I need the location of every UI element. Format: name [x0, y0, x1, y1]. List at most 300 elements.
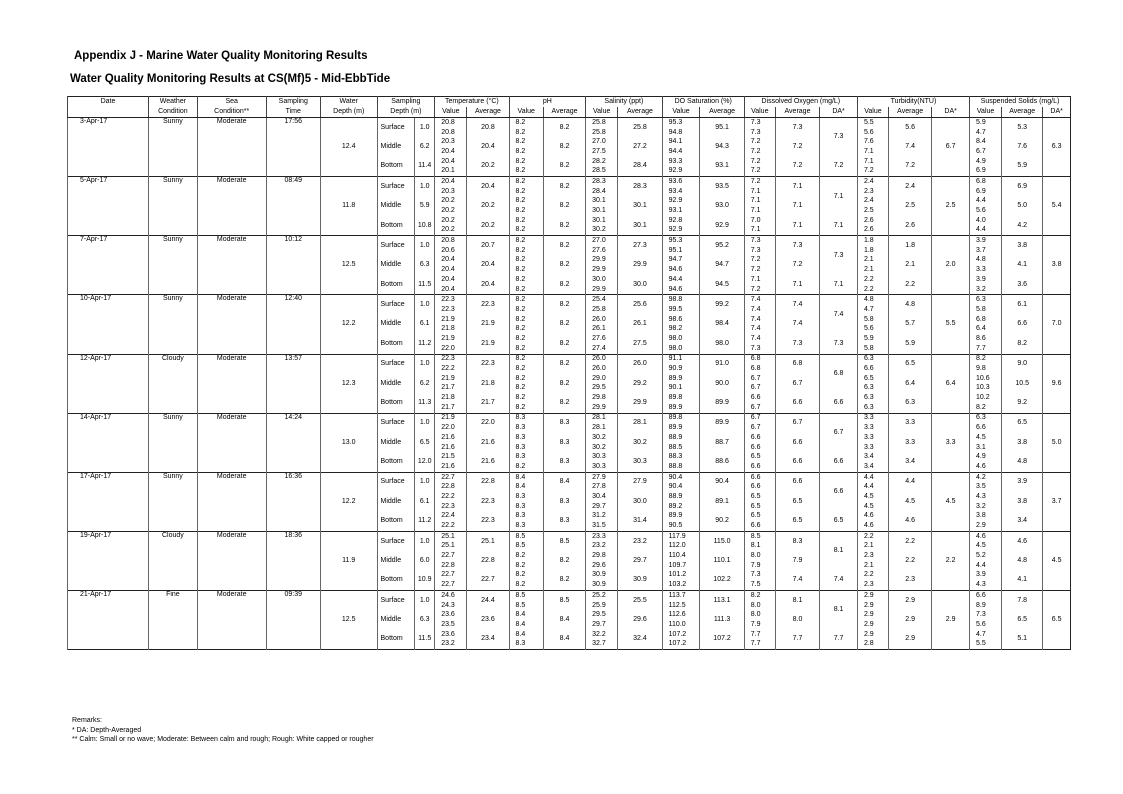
sampling-depth-cell: 6.2 — [415, 137, 435, 156]
sampling-depth-cell: 10.9 — [415, 571, 435, 591]
dissolved-oxygen-average-cell: 7.4 — [775, 295, 819, 315]
do-da-cell: 6.7 — [820, 413, 858, 452]
turbidity-average-cell: 4.8 — [889, 295, 932, 315]
ph-value-cell: 8.2 — [509, 206, 543, 216]
salinity-value-cell: 30.1 — [586, 206, 618, 216]
suspended-solids-value-cell: 3.9 — [970, 275, 1002, 285]
salinity-value-cell: 30.1 — [586, 197, 618, 207]
ph-value-cell: 8.4 — [509, 610, 543, 620]
temperature-value-cell: 20.4 — [435, 147, 467, 157]
dissolved-oxygen-value-cell: 7.2 — [744, 177, 775, 187]
date-cell: 21-Apr-17 — [68, 591, 149, 650]
sampling-depth-cell: 1.0 — [415, 236, 435, 256]
suspended-solids-value-cell: 6.4 — [970, 324, 1002, 334]
suspended-solids-average-cell: 3.6 — [1002, 275, 1043, 295]
sampling-level-cell: Surface — [377, 531, 415, 551]
sampling-depth-cell: 5.9 — [415, 197, 435, 216]
dissolved-oxygen-average-cell: 7.9 — [775, 551, 819, 570]
suspended-solids-average-cell: 9.0 — [1002, 354, 1043, 374]
do-saturation-average-cell: 107.2 — [700, 630, 744, 650]
do-saturation-value-cell: 98.0 — [662, 344, 700, 354]
salinity-value-cell: 29.0 — [586, 374, 618, 384]
turbidity-value-cell: 5.8 — [857, 315, 888, 325]
sea-condition-cell: Moderate — [197, 354, 266, 413]
dissolved-oxygen-average-cell: 7.1 — [775, 275, 819, 295]
do-saturation-value-cell: 88.3 — [662, 452, 700, 462]
dissolved-oxygen-average-cell: 6.6 — [775, 472, 819, 492]
temperature-value-cell: 20.2 — [435, 216, 467, 226]
temperature-value-cell: 22.2 — [435, 364, 467, 374]
temperature-value-cell: 21.8 — [435, 393, 467, 403]
sampling-level-cell: Bottom — [377, 334, 415, 354]
sub-do-value: Value — [744, 107, 775, 118]
turbidity-value-cell: 2.2 — [857, 275, 888, 285]
salinity-value-cell: 28.1 — [586, 413, 618, 423]
sampling-depth-cell: 1.0 — [415, 295, 435, 315]
do-saturation-average-cell: 90.4 — [700, 472, 744, 492]
suspended-solids-value-cell: 8.4 — [970, 137, 1002, 147]
dissolved-oxygen-average-cell: 6.7 — [775, 413, 819, 433]
salinity-average-cell: 30.3 — [618, 452, 662, 472]
dissolved-oxygen-value-cell: 7.1 — [744, 206, 775, 216]
sampling-level-cell: Middle — [377, 610, 415, 629]
temperature-value-cell: 22.8 — [435, 482, 467, 492]
turbidity-average-cell: 2.6 — [889, 216, 932, 236]
do-saturation-value-cell: 89.9 — [662, 374, 700, 384]
do-saturation-average-cell: 93.5 — [700, 177, 744, 197]
do-saturation-value-cell: 89.9 — [662, 512, 700, 522]
ph-value-cell: 8.3 — [509, 512, 543, 522]
remarks-title: Remarks: — [72, 717, 102, 724]
temperature-value-cell: 22.8 — [435, 561, 467, 571]
salinity-average-cell: 27.2 — [618, 137, 662, 156]
do-saturation-value-cell: 88.9 — [662, 492, 700, 502]
salinity-value-cell: 27.4 — [586, 344, 618, 354]
dissolved-oxygen-value-cell: 7.9 — [744, 620, 775, 630]
salinity-value-cell: 30.2 — [586, 226, 618, 236]
dissolved-oxygen-value-cell: 7.7 — [744, 630, 775, 640]
turbidity-da-cell: 2.9 — [932, 591, 970, 650]
do-da-cell: 7.3 — [820, 236, 858, 275]
turbidity-value-cell: 4.6 — [857, 521, 888, 531]
sea-condition-cell: Moderate — [197, 177, 266, 236]
dissolved-oxygen-value-cell: 7.3 — [744, 571, 775, 581]
water-depth-cell: 12.3 — [320, 354, 377, 413]
turbidity-value-cell: 2.1 — [857, 265, 888, 275]
suspended-solids-value-cell: 4.4 — [970, 561, 1002, 571]
sampling-time-cell: 13:57 — [266, 354, 320, 413]
suspended-solids-value-cell: 3.2 — [970, 502, 1002, 512]
do-saturation-average-cell: 95.1 — [700, 118, 744, 138]
suspended-solids-value-cell: 4.3 — [970, 580, 1002, 590]
ph-value-cell: 8.2 — [509, 324, 543, 334]
dissolved-oxygen-value-cell: 8.1 — [744, 542, 775, 552]
dissolved-oxygen-value-cell: 6.6 — [744, 433, 775, 443]
dissolved-oxygen-value-cell: 8.2 — [744, 591, 775, 601]
ph-average-cell: 8.3 — [543, 452, 585, 472]
turbidity-value-cell: 2.2 — [857, 531, 888, 541]
weather-cell: Sunny — [148, 413, 197, 472]
salinity-value-cell: 28.2 — [586, 157, 618, 167]
water-depth-cell: 13.0 — [320, 413, 377, 472]
dissolved-oxygen-value-cell: 7.5 — [744, 580, 775, 590]
suspended-solids-value-cell: 3.5 — [970, 482, 1002, 492]
temperature-average-cell: 25.1 — [467, 531, 509, 551]
turbidity-average-cell: 2.9 — [889, 610, 932, 629]
suspended-solids-average-cell: 5.9 — [1002, 157, 1043, 177]
do-saturation-value-cell: 90.1 — [662, 384, 700, 394]
ph-value-cell: 8.2 — [509, 147, 543, 157]
ph-value-cell: 8.2 — [509, 344, 543, 354]
temperature-average-cell: 22.3 — [467, 512, 509, 532]
salinity-average-cell: 30.0 — [618, 275, 662, 295]
salinity-average-cell: 29.7 — [618, 551, 662, 570]
dissolved-oxygen-value-cell: 7.1 — [744, 197, 775, 207]
sampling-level-cell: Middle — [377, 197, 415, 216]
salinity-value-cell: 27.6 — [586, 334, 618, 344]
temperature-value-cell: 22.0 — [435, 423, 467, 433]
dissolved-oxygen-average-cell: 7.3 — [775, 236, 819, 256]
do-bottom-da-cell: 6.6 — [820, 393, 858, 413]
temperature-average-cell: 21.9 — [467, 315, 509, 334]
sampling-depth-cell: 6.5 — [415, 433, 435, 452]
temperature-value-cell: 20.1 — [435, 166, 467, 176]
suspended-solids-average-cell: 3.8 — [1002, 236, 1043, 256]
suspended-solids-value-cell: 7.3 — [970, 610, 1002, 620]
temperature-value-cell: 20.4 — [435, 285, 467, 295]
sampling-depth-cell: 6.2 — [415, 374, 435, 393]
date-cell: 3-Apr-17 — [68, 118, 149, 177]
temperature-value-cell: 21.6 — [435, 443, 467, 453]
salinity-value-cell: 29.8 — [586, 551, 618, 561]
ph-value-cell: 8.3 — [509, 423, 543, 433]
turbidity-da-cell: 2.2 — [932, 531, 970, 590]
temperature-average-cell: 22.7 — [467, 571, 509, 591]
suspended-solids-average-cell: 5.1 — [1002, 630, 1043, 650]
dissolved-oxygen-value-cell: 6.7 — [744, 403, 775, 413]
table-title: Water Quality Monitoring Results at CS(Mf)5 - Mid-EbbTide — [70, 73, 391, 85]
do-bottom-da-cell: 7.7 — [820, 630, 858, 650]
turbidity-value-cell: 5.6 — [857, 128, 888, 138]
dissolved-oxygen-average-cell: 6.6 — [775, 393, 819, 413]
sampling-level-cell: Surface — [377, 236, 415, 256]
suspended-solids-da-cell: 6.5 — [1043, 591, 1071, 650]
ph-value-cell: 8.2 — [509, 187, 543, 197]
temperature-value-cell: 22.4 — [435, 512, 467, 522]
ph-value-cell: 8.2 — [509, 305, 543, 315]
dissolved-oxygen-value-cell: 7.2 — [744, 166, 775, 176]
sea-condition-cell: Moderate — [197, 531, 266, 590]
salinity-value-cell: 29.5 — [586, 384, 618, 394]
suspended-solids-value-cell: 4.7 — [970, 128, 1002, 138]
ph-average-cell: 8.2 — [543, 551, 585, 570]
temperature-value-cell: 22.3 — [435, 295, 467, 305]
do-saturation-value-cell: 94.4 — [662, 275, 700, 285]
ph-value-cell: 8.3 — [509, 443, 543, 453]
turbidity-value-cell: 3.4 — [857, 462, 888, 472]
ph-value-cell: 8.2 — [509, 118, 543, 128]
suspended-solids-average-cell: 7.8 — [1002, 591, 1043, 611]
salinity-value-cell: 26.0 — [586, 315, 618, 325]
temperature-average-cell: 20.2 — [467, 197, 509, 216]
ph-value-cell: 8.2 — [509, 580, 543, 590]
do-saturation-average-cell: 94.3 — [700, 137, 744, 156]
sampling-depth-cell: 6.0 — [415, 551, 435, 570]
ph-average-cell: 8.2 — [543, 374, 585, 393]
ph-average-cell: 8.2 — [543, 354, 585, 374]
sampling-time-cell: 18:36 — [266, 531, 320, 590]
ph-value-cell: 8.3 — [509, 502, 543, 512]
ph-value-cell: 8.2 — [509, 315, 543, 325]
do-saturation-average-cell: 102.2 — [700, 571, 744, 591]
date-cell: 19-Apr-17 — [68, 531, 149, 590]
sea-condition-cell: Moderate — [197, 295, 266, 354]
turbidity-da-cell: 2.5 — [932, 177, 970, 236]
salinity-value-cell: 27.0 — [586, 137, 618, 147]
water-depth-cell: 12.2 — [320, 295, 377, 354]
water-depth-cell: 11.8 — [320, 177, 377, 236]
do-saturation-value-cell: 89.9 — [662, 403, 700, 413]
salinity-value-cell: 25.8 — [586, 128, 618, 138]
dissolved-oxygen-average-cell: 8.1 — [775, 591, 819, 611]
temperature-value-cell: 25.1 — [435, 542, 467, 552]
table-row — [68, 177, 1071, 187]
dissolved-oxygen-average-cell: 6.7 — [775, 374, 819, 393]
sampling-depth-cell: 6.3 — [415, 256, 435, 275]
do-saturation-average-cell: 93.0 — [700, 197, 744, 216]
turbidity-value-cell: 1.8 — [857, 236, 888, 246]
turbidity-value-cell: 4.4 — [857, 482, 888, 492]
turbidity-value-cell: 2.9 — [857, 630, 888, 640]
salinity-average-cell: 28.3 — [618, 177, 662, 197]
turbidity-value-cell: 2.8 — [857, 639, 888, 649]
do-saturation-average-cell: 115.0 — [700, 531, 744, 551]
ph-average-cell: 8.2 — [543, 197, 585, 216]
turbidity-average-cell: 4.6 — [889, 512, 932, 532]
weather-cell: Sunny — [148, 472, 197, 531]
suspended-solids-da-cell: 9.6 — [1043, 354, 1071, 413]
suspended-solids-value-cell: 8.2 — [970, 354, 1002, 364]
sampling-level-cell: Surface — [377, 591, 415, 611]
remark-da: * DA: Depth-Averaged — [72, 726, 142, 734]
turbidity-value-cell: 3.3 — [857, 413, 888, 423]
sampling-level-cell: Surface — [377, 413, 415, 433]
do-saturation-value-cell: 107.2 — [662, 639, 700, 649]
sampling-level-cell: Surface — [377, 295, 415, 315]
temperature-average-cell: 21.9 — [467, 334, 509, 354]
temperature-average-cell: 20.4 — [467, 256, 509, 275]
ph-average-cell: 8.2 — [543, 571, 585, 591]
ph-average-cell: 8.2 — [543, 236, 585, 256]
sampling-depth-cell: 11.4 — [415, 157, 435, 177]
ph-value-cell: 8.5 — [509, 601, 543, 611]
ph-average-cell: 8.2 — [543, 216, 585, 236]
turbidity-value-cell: 2.3 — [857, 580, 888, 590]
ph-value-cell: 8.2 — [509, 166, 543, 176]
ph-average-cell: 8.2 — [543, 256, 585, 275]
suspended-solids-average-cell: 6.5 — [1002, 413, 1043, 433]
dissolved-oxygen-value-cell: 7.3 — [744, 118, 775, 128]
turbidity-value-cell: 2.6 — [857, 216, 888, 226]
ph-average-cell: 8.4 — [543, 630, 585, 650]
turbidity-average-cell: 3.3 — [889, 433, 932, 452]
temperature-value-cell: 23.6 — [435, 610, 467, 620]
turbidity-average-cell: 2.4 — [889, 177, 932, 197]
suspended-solids-value-cell: 10.6 — [970, 374, 1002, 384]
col-dissolved-oxygen: Dissolved Oxygen (mg/L) — [744, 97, 857, 108]
appendix-title: Appendix J - Marine Water Quality Monitoring Results — [74, 50, 368, 62]
dissolved-oxygen-value-cell: 7.4 — [744, 305, 775, 315]
do-saturation-value-cell: 110.0 — [662, 620, 700, 630]
sampling-time-cell: 08:49 — [266, 177, 320, 236]
dissolved-oxygen-value-cell: 7.7 — [744, 639, 775, 649]
date-cell: 7-Apr-17 — [68, 236, 149, 295]
turbidity-value-cell: 2.1 — [857, 542, 888, 552]
dissolved-oxygen-average-cell: 7.1 — [775, 197, 819, 216]
suspended-solids-value-cell: 4.9 — [970, 157, 1002, 167]
dissolved-oxygen-average-cell: 7.7 — [775, 630, 819, 650]
salinity-value-cell: 29.9 — [586, 403, 618, 413]
turbidity-average-cell: 2.2 — [889, 531, 932, 551]
sampling-depth-cell: 1.0 — [415, 177, 435, 197]
salinity-average-cell: 30.1 — [618, 197, 662, 216]
ph-average-cell: 8.2 — [543, 275, 585, 295]
salinity-value-cell: 29.9 — [586, 285, 618, 295]
date-cell: 10-Apr-17 — [68, 295, 149, 354]
turbidity-value-cell: 3.4 — [857, 452, 888, 462]
weather-cell: Sunny — [148, 236, 197, 295]
suspended-solids-value-cell: 5.8 — [970, 305, 1002, 315]
sampling-depth-cell: 6.3 — [415, 610, 435, 629]
dissolved-oxygen-value-cell: 8.5 — [744, 531, 775, 541]
do-bottom-da-cell: 7.1 — [820, 275, 858, 295]
dissolved-oxygen-average-cell: 7.1 — [775, 216, 819, 236]
turbidity-value-cell: 7.1 — [857, 147, 888, 157]
salinity-value-cell: 30.2 — [586, 443, 618, 453]
temperature-value-cell: 22.7 — [435, 551, 467, 561]
do-saturation-value-cell: 113.7 — [662, 591, 700, 601]
turbidity-value-cell: 6.6 — [857, 364, 888, 374]
col-date: Date — [68, 97, 149, 108]
salinity-value-cell: 29.5 — [586, 610, 618, 620]
dissolved-oxygen-value-cell: 7.0 — [744, 216, 775, 226]
turbidity-value-cell: 2.4 — [857, 197, 888, 207]
turbidity-value-cell: 3.3 — [857, 423, 888, 433]
do-saturation-average-cell: 90.2 — [700, 512, 744, 532]
col-ph: pH — [509, 97, 586, 108]
do-bottom-da-cell: 7.4 — [820, 571, 858, 591]
suspended-solids-value-cell: 10.2 — [970, 393, 1002, 403]
turbidity-value-cell: 2.5 — [857, 206, 888, 216]
dissolved-oxygen-value-cell: 6.6 — [744, 393, 775, 403]
dissolved-oxygen-value-cell: 6.6 — [744, 462, 775, 472]
sub-ss-da: DA* — [1043, 107, 1071, 118]
suspended-solids-average-cell: 10.5 — [1002, 374, 1043, 393]
do-saturation-value-cell: 88.9 — [662, 433, 700, 443]
sampling-depth-cell: 1.0 — [415, 118, 435, 138]
salinity-average-cell: 30.1 — [618, 216, 662, 236]
salinity-value-cell: 23.3 — [586, 531, 618, 541]
do-saturation-value-cell: 112.0 — [662, 542, 700, 552]
turbidity-average-cell: 3.4 — [889, 452, 932, 472]
temperature-average-cell: 22.3 — [467, 492, 509, 511]
col-suspended-solids: Suspended Solids (mg/L) — [970, 97, 1071, 108]
do-saturation-average-cell: 95.2 — [700, 236, 744, 256]
ph-average-cell: 8.2 — [543, 393, 585, 413]
salinity-value-cell: 26.1 — [586, 324, 618, 334]
do-saturation-average-cell: 88.6 — [700, 452, 744, 472]
sub-ss-average: Average — [1002, 107, 1043, 118]
salinity-value-cell: 30.0 — [586, 275, 618, 285]
do-saturation-value-cell: 93.1 — [662, 206, 700, 216]
ph-value-cell: 8.2 — [509, 354, 543, 364]
col-do-saturation: DO Saturation (%) — [662, 97, 744, 108]
ph-value-cell: 8.2 — [509, 128, 543, 138]
turbidity-value-cell: 4.8 — [857, 295, 888, 305]
temperature-value-cell: 22.7 — [435, 580, 467, 590]
ph-value-cell: 8.2 — [509, 551, 543, 561]
salinity-value-cell: 27.5 — [586, 147, 618, 157]
salinity-average-cell: 32.4 — [618, 630, 662, 650]
dissolved-oxygen-value-cell: 6.6 — [744, 472, 775, 482]
salinity-average-cell: 29.9 — [618, 393, 662, 413]
water-depth-cell: 12.4 — [320, 118, 377, 177]
col-sampling: Sampling — [266, 97, 320, 108]
suspended-solids-value-cell: 6.9 — [970, 187, 1002, 197]
ph-average-cell: 8.2 — [543, 157, 585, 177]
salinity-value-cell: 25.8 — [586, 118, 618, 128]
do-saturation-average-cell: 94.5 — [700, 275, 744, 295]
salinity-value-cell: 30.2 — [586, 433, 618, 443]
sea-condition-cell: Moderate — [197, 118, 266, 177]
do-bottom-da-cell: 6.6 — [820, 452, 858, 472]
weather-cell: Sunny — [148, 177, 197, 236]
suspended-solids-average-cell: 8.2 — [1002, 334, 1043, 354]
water-depth-cell: 12.5 — [320, 591, 377, 650]
turbidity-value-cell: 5.6 — [857, 324, 888, 334]
temperature-value-cell: 25.1 — [435, 531, 467, 541]
do-saturation-value-cell: 93.4 — [662, 187, 700, 197]
temperature-value-cell: 20.3 — [435, 137, 467, 147]
do-da-cell: 8.1 — [820, 591, 858, 630]
sampling-level-cell: Surface — [377, 177, 415, 197]
temperature-average-cell: 23.6 — [467, 610, 509, 629]
ph-average-cell: 8.4 — [543, 610, 585, 629]
temperature-value-cell: 21.9 — [435, 413, 467, 423]
salinity-value-cell: 27.9 — [586, 472, 618, 482]
suspended-solids-value-cell: 4.4 — [970, 197, 1002, 207]
suspended-solids-value-cell: 3.9 — [970, 571, 1002, 581]
weather-cell: Cloudy — [148, 354, 197, 413]
turbidity-average-cell: 7.2 — [889, 157, 932, 177]
turbidity-value-cell: 4.6 — [857, 512, 888, 522]
ph-value-cell: 8.2 — [509, 265, 543, 275]
temperature-value-cell: 21.8 — [435, 324, 467, 334]
turbidity-da-cell: 2.0 — [932, 236, 970, 295]
sub-ph-average: Average — [543, 107, 585, 118]
turbidity-value-cell: 6.3 — [857, 403, 888, 413]
table-row — [68, 531, 1071, 541]
temperature-average-cell: 20.4 — [467, 137, 509, 156]
salinity-value-cell: 30.3 — [586, 452, 618, 462]
salinity-average-cell: 25.6 — [618, 295, 662, 315]
temperature-average-cell: 22.3 — [467, 354, 509, 374]
temperature-average-cell: 21.7 — [467, 393, 509, 413]
suspended-solids-average-cell: 4.6 — [1002, 531, 1043, 551]
weather-cell: Sunny — [148, 118, 197, 177]
ph-average-cell: 8.5 — [543, 531, 585, 551]
ph-value-cell: 8.2 — [509, 226, 543, 236]
